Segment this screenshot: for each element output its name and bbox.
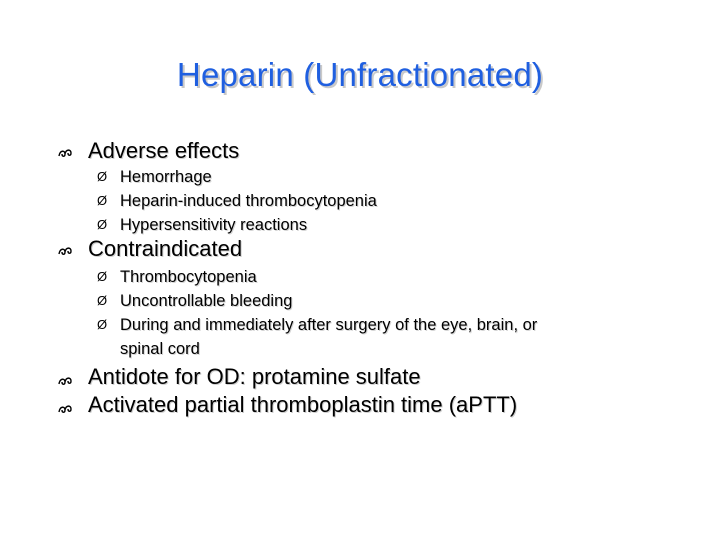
subitem-hemorrhage: Hemorrhage [120,168,212,186]
arrowhead-bullet-icon: Ø [97,317,108,332]
curl-dingbat-icon [57,244,75,258]
curl-dingbat-icon [57,374,75,388]
subitem-hypersensitivity: Hypersensitivity reactions [120,216,308,234]
arrowhead-bullet-icon: Ø [97,217,108,232]
subitem-surgery: During and immediately after surgery of the eye, brain, or [120,316,538,334]
bullet-antidote: Antidote for OD: protamine sulfate [88,364,421,389]
subitem-uncontrollable-bleeding: Uncontrollable bleeding [120,292,293,310]
bullet-contraindicated: Contraindicated [88,236,243,261]
slide-title: Heparin (Unfractionated) [176,56,544,93]
arrowhead-bullet-icon: Ø [97,269,108,284]
arrowhead-bullet-icon: Ø [97,293,108,308]
subitem-hit: Heparin-induced thrombocytopenia [120,192,377,210]
bullet-aptt: Activated partial thromboplastin time (aPTT) [88,392,518,417]
arrowhead-bullet-icon: Ø [97,193,108,208]
subitem-surgery-continued: spinal cord [120,340,200,358]
curl-dingbat-icon [57,402,75,416]
arrowhead-bullet-icon: Ø [97,169,108,184]
subitem-thrombocytopenia: Thrombocytopenia [120,268,257,286]
bullet-adverse-effects: Adverse effects [88,138,240,163]
curl-dingbat-icon [57,146,75,160]
